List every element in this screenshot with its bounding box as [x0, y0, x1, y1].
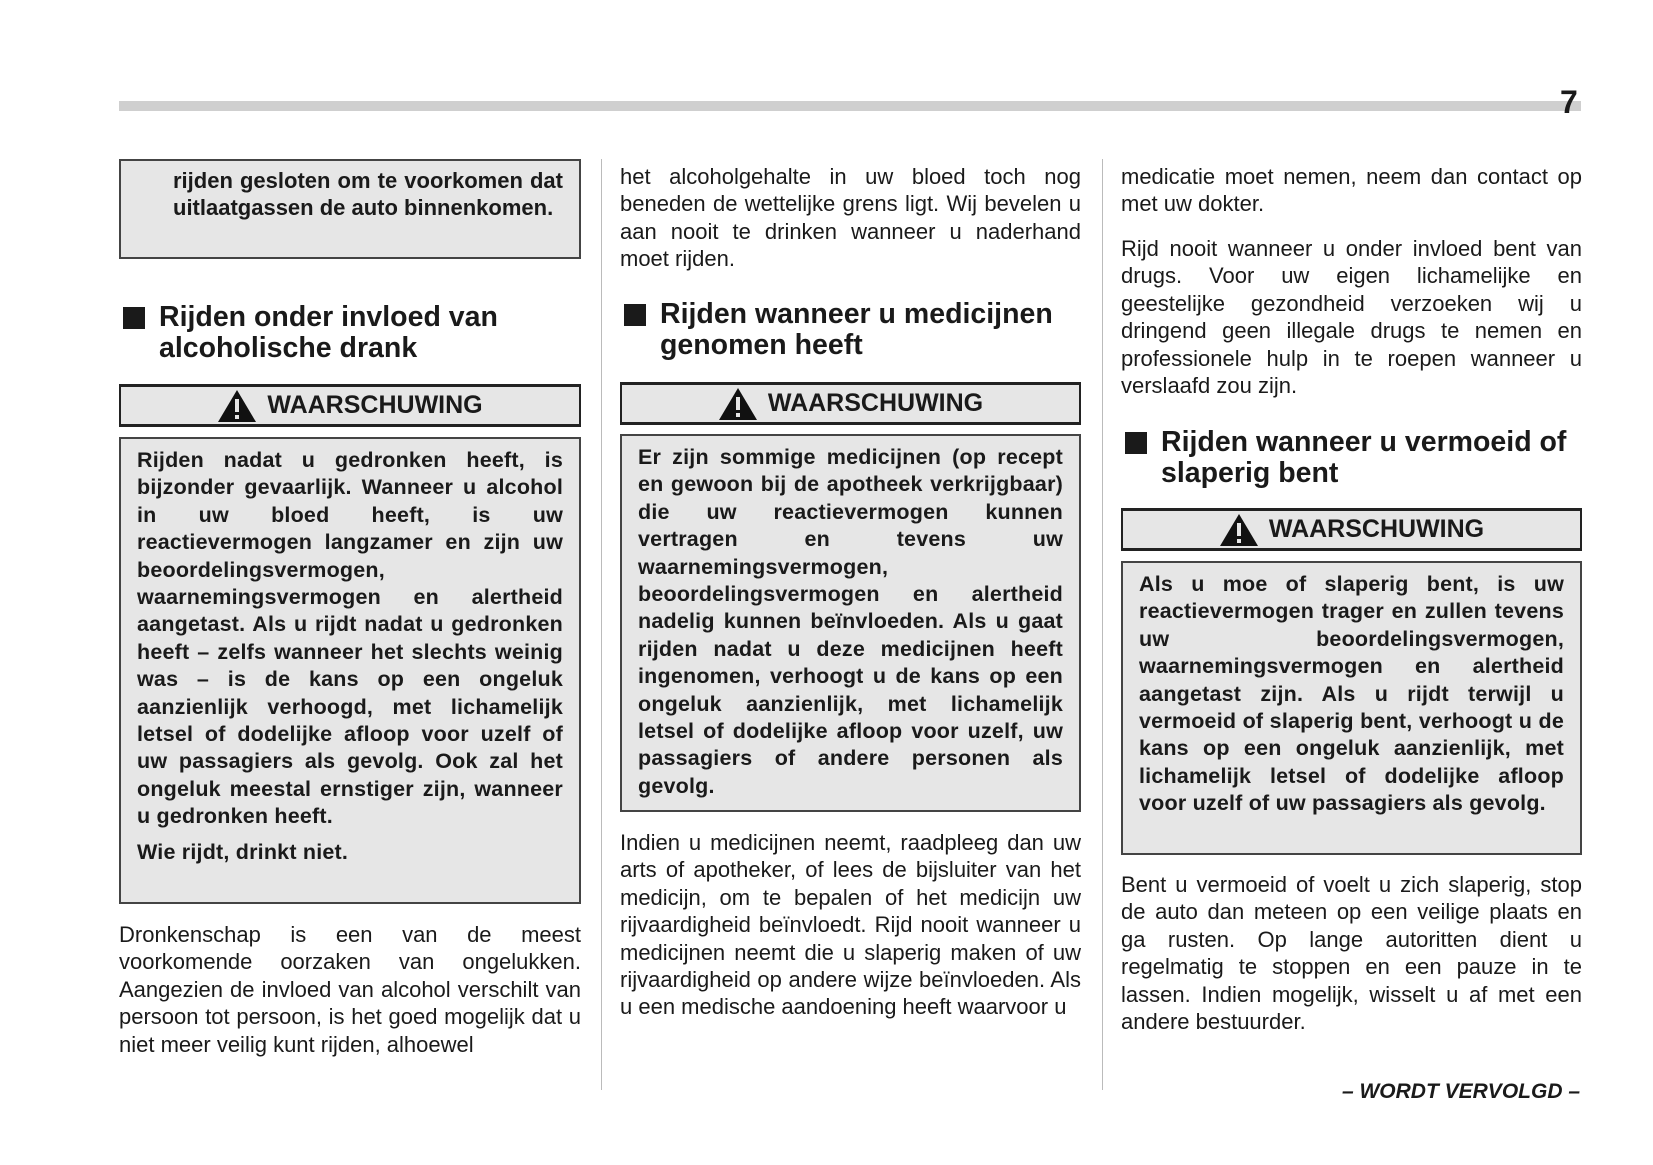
- section-heading-medicine: [620, 299, 1081, 361]
- body-paragraph: medicatie moet nemen, neem dan contact op met uw dokter.: [1121, 164, 1582, 217]
- section-heading-alcohol: [119, 302, 581, 364]
- warning-label: WAARSCHUWING: [1268, 515, 1485, 543]
- section-bullet-icon: [624, 304, 646, 326]
- header-rule: [119, 101, 1581, 111]
- warning-body: [620, 434, 1081, 812]
- section-heading-text: Rijden onder invloed van alcoholische drank: [159, 301, 498, 364]
- warning-triangle-icon: [217, 389, 257, 423]
- body-paragraph: het alcoholgehalte in uw bloed toch nog beneden de wettelijke grens ligt. Wij bevelen u aan nooit te drinken wanneer u naderhand moet rijden.: [620, 164, 1081, 272]
- warning-label: WAARSCHUWING: [267, 391, 483, 419]
- section-heading-fatigue: [1121, 427, 1582, 489]
- section-bullet-icon: [1125, 432, 1147, 454]
- warning-body: [1121, 561, 1582, 855]
- warning-text: Als u moe of slaperig bent, is uw reactievermogen trager en zullen tevens uw beoordelingsvermogen, waarnemingsvermogen en alertheid aangetast zijn. Als u rijdt terwijl u vermoeid of slaperig bent, verhoogt u de kans op een ongeluk aanzienlijk, met lichamelijk letsel of dodelijke afloop voor uzelf of uw passagiers als gevolg.: [1139, 572, 1564, 816]
- warning-header: [119, 384, 581, 427]
- page-number: 7: [1560, 84, 1578, 120]
- section-bullet-icon: [123, 307, 145, 329]
- body-paragraph: Rijd nooit wanneer u onder invloed bent van drugs. Voor uw eigen lichamelijke en geestelijke gezondheid verzoeken wij u dringend geen illegale drugs te nemen en professionele hulp in te roepen wanneer u verslaafd zou zijn.: [1121, 236, 1582, 399]
- body-paragraph: Indien u medicijnen neemt, raadpleeg dan uw arts of apotheker, of lees de bijsluiter van het medicijn, om te bepalen of het medicijn uw rijvaardigheid beïnvloedt. Rijd nooit wanneer u medicijnen neemt die u slaperig maken of uw rijvaardigheid op andere wijze beïnvloeden. Als u een medische aandoening heeft waarvoor u: [620, 830, 1081, 1020]
- body-paragraph: Dronkenschap is een van de meest voorkomende oorzaken van ongelukken. Aangezien de invloed van alcohol verschilt van persoon tot persoon, is het goed mogelijk dat u niet meer veilig kunt rijden, alhoewel: [119, 922, 581, 1057]
- warning-text: Rijden nadat u gedronken heeft, is bijzonder gevaarlijk. Wanneer u alcohol in uw bloed heeft, is uw reactievermogen langzamer en zijn uw beoordelingsvermogen, waarnemingsvermogen en alertheid aangetast. Als u rijdt nadat u gedronken heeft – zelfs wanneer het slechts weinig was – is de kans op een ongeluk aanzienlijk verhoogd, met lichamelijk letsel of dodelijke afloop voor uzelf of uw passagiers als gevolg. Ook zal het ongeluk meestal ernstiger zijn, wanneer u gedronken heeft.: [137, 448, 563, 829]
- column-divider: [1102, 159, 1103, 1090]
- warning-text: Er zijn sommige medicijnen (op recept en gewoon bij de apotheek verkrijgbaar) die uw reactievermogen kunnen vertragen en tevens uw waarnemingsvermogen, beoordelingsvermogen en alertheid nadelig kunnen beïnvloeden. Als u gaat rijden nadat u deze medicijnen heeft ingenomen, verhoogt u de kans op een ongeluk aanzienlijk, met lichamelijk letsel of dodelijke afloop voor uzelf, uw passagiers of andere personen als gevolg.: [638, 445, 1063, 798]
- section-heading-text: Rijden wanneer u vermoeid of slaperig bent: [1161, 426, 1567, 489]
- continued-footer: – WORDT VERVOLGD –: [1341, 1080, 1580, 1103]
- warning-header: [620, 382, 1081, 425]
- warning-header: [1121, 508, 1582, 551]
- body-paragraph: Bent u vermoeid of voelt u zich slaperig, stop de auto dan meteen op een veilige plaats en ga rusten. Op lange autoritten dient u regelmatig te stoppen en een pauze in te lassen. Indien mogelijk, wisselt u af met een andere bestuurder.: [1121, 872, 1582, 1035]
- column-divider: [601, 159, 602, 1090]
- warning-text: Wie rijdt, drinkt niet.: [137, 839, 349, 864]
- warning-body: [119, 437, 581, 904]
- continued-note: rijden gesloten om te voorkomen dat uitlaatgassen de auto binnenkomen.: [119, 159, 581, 259]
- warning-label: WAARSCHUWING: [767, 389, 984, 417]
- warning-triangle-icon: [1219, 513, 1259, 547]
- warning-triangle-icon: [718, 387, 758, 421]
- section-heading-text: Rijden wanneer u medicijnen genomen heeft: [660, 298, 1053, 361]
